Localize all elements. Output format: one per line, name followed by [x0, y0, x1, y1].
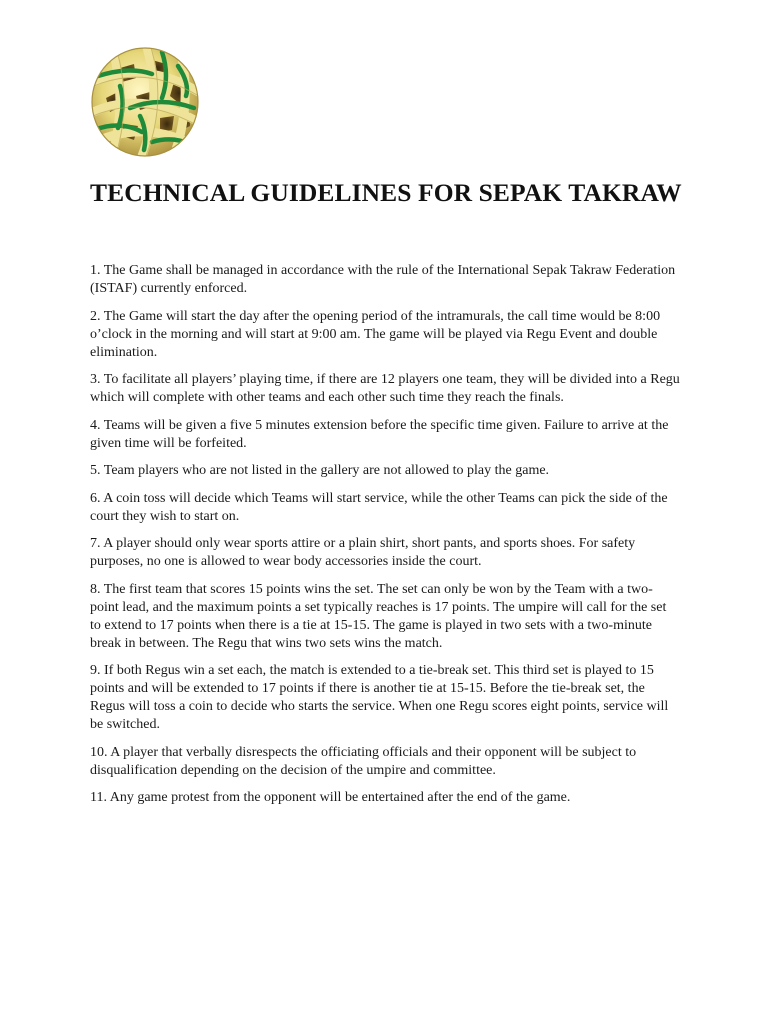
guideline-item: 1. The Game shall be managed in accordance with the rule of the International Sepak Takraw Federation (ISTAF) currently enforced.	[90, 263, 676, 296]
guideline-item: 8. The first team that scores 15 points wins the set. The set can only be won by the Team with a two-point lead, and the maximum points a set typically reaches is 17 points. The umpire will call for the set to extend to 17 points when there is a tie at 15-15. The game is played in two sets with a two-minute break in between. The Regu that wins two sets wins the match.	[90, 581, 667, 651]
guideline-item: 5. Team players who are not listed in the gallery are not allowed to play the game.	[90, 463, 550, 478]
guideline-item: 11. Any game protest from the opponent will be entertained after the end of the game.	[90, 790, 571, 805]
rattan-takraw-ball-icon	[90, 46, 200, 158]
guideline-item: 10. A player that verbally disrespects the officiating officials and their opponent will be subject to disqualification depending on the decision of the umpire and committee.	[90, 744, 637, 778]
guideline-item: 7. A player should only wear sports attire or a plain shirt, short pants, and sports shoes. For safety purposes, no one is allowed to wear body accessories inside the court.	[90, 536, 636, 569]
guideline-item: 6. A coin toss will decide which Teams will start service, while the other Teams can pick the side of the court they wish to start on.	[90, 490, 668, 524]
guideline-item: 9. If both Regus win a set each, the match is extended to a tie-break set. This third set is played to 15 points and will be extended to 17 points if there is another tie at 15-15. Before the tie-break set, the Regus will toss a coin to decide who starts the service. When one Regu scores eight points, service will be switched.	[90, 663, 669, 732]
document-title: TECHNICAL GUIDELINES FOR SEPAK TAKRAW	[90, 178, 682, 207]
guideline-item: 3. To facilitate all players’ playing time, if there are 12 players one team, they will be divided into a Regu which will complete with other teams and each other such time they reach the finals.	[90, 372, 680, 405]
guideline-item: 4. Teams will be given a five 5 minutes extension before the specific time given. Failure to arrive at the given time will be forfeited.	[90, 417, 669, 451]
guidelines-list	[90, 262, 680, 817]
guideline-item: 2. The Game will start the day after the opening period of the intramurals, the call time would be 8:00 o’clock in the morning and will start at 9:00 am. The game will be played via Regu Event and double elimination.	[90, 308, 661, 360]
